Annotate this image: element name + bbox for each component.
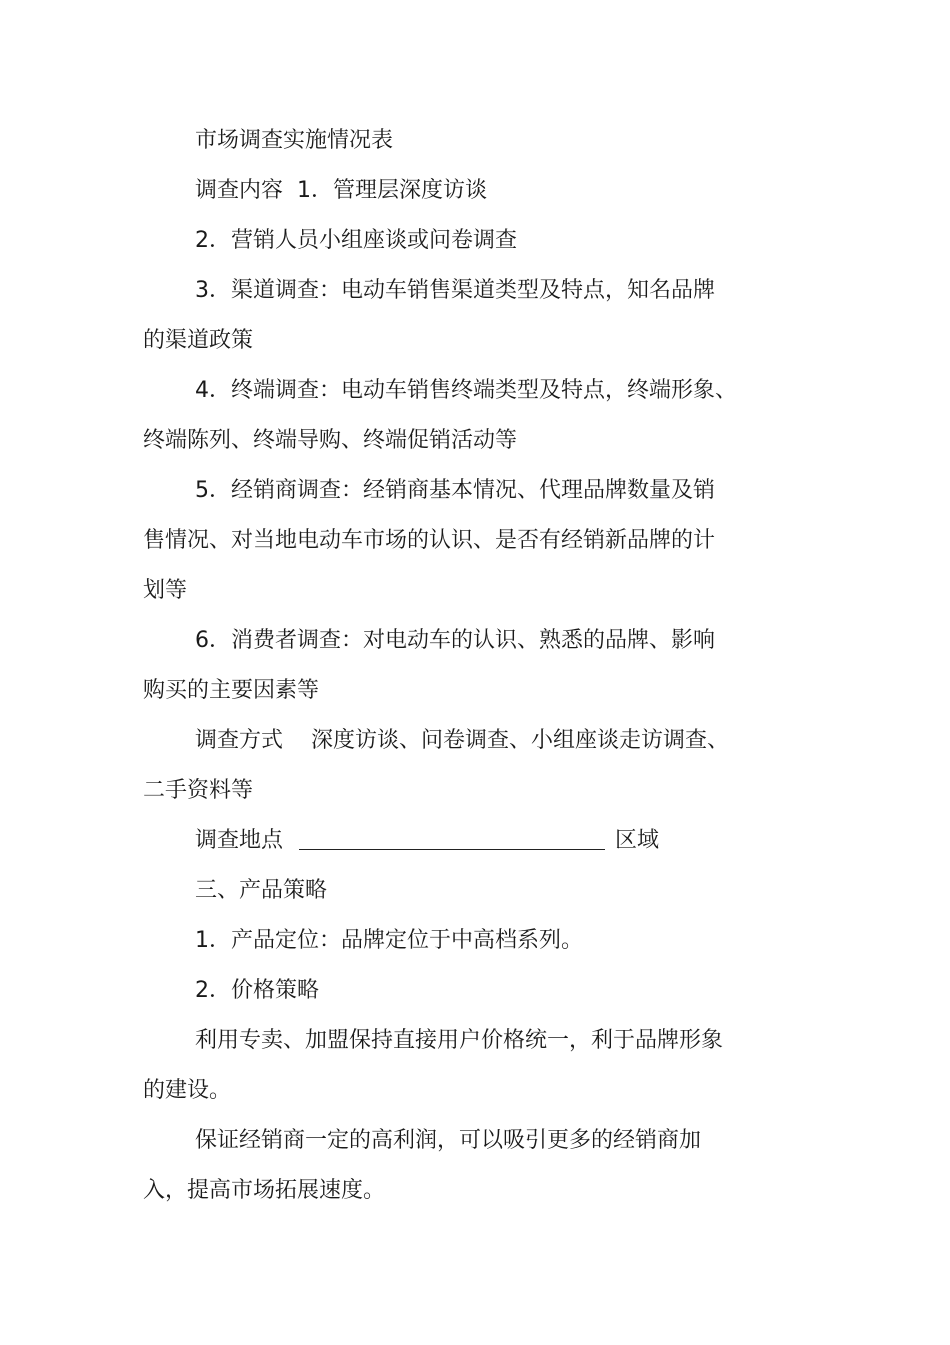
method-spacer <box>283 728 311 753</box>
content-item-3-cont <box>143 316 753 366</box>
price-paragraph-2 <box>143 1116 753 1166</box>
price-para1-line2: 的建设。 <box>143 1078 232 1103</box>
content-item-6-cont <box>143 666 753 716</box>
content-item-5-cont2 <box>143 566 753 616</box>
content-label: 调查内容 <box>195 178 284 203</box>
section-3-heading <box>143 866 753 916</box>
item6-line1: 6．消费者调查：对电动车的认识、熟悉的品牌、影响 <box>195 628 715 653</box>
item5-line1: 5．经销商调查：经销商基本情况、代理品牌数量及销 <box>195 478 715 503</box>
title-text: 市场调查实施情况表 <box>195 128 394 153</box>
content-item-5-cont <box>143 516 753 566</box>
price-paragraph-2-cont <box>143 1166 753 1216</box>
method-label: 调查方式 <box>195 728 284 753</box>
content-item-6 <box>143 616 753 666</box>
item4-line1: 4．终端调查：电动车销售终端类型及特点，终端形象、 <box>195 378 737 403</box>
method-line2: 二手资料等 <box>143 778 254 803</box>
item2-text: 2．营销人员小组座谈或问卷调查 <box>195 228 517 253</box>
price-paragraph-1 <box>143 1016 753 1066</box>
price-paragraph-1-cont <box>143 1066 753 1116</box>
location-blank-line <box>299 827 605 850</box>
content-item-4 <box>143 366 753 416</box>
p2-text: 2．价格策略 <box>195 978 319 1003</box>
price-strategy-heading <box>143 966 753 1016</box>
content-item-4-cont <box>143 416 753 466</box>
item6-line2: 购买的主要因素等 <box>143 678 320 703</box>
content-spacer <box>283 178 297 203</box>
survey-content-line <box>143 166 753 216</box>
item4-line2: 终端陈列、终端导购、终端促销活动等 <box>143 428 518 453</box>
item5-line2: 售情况、对当地电动车市场的认识、是否有经销新品牌的计 <box>143 528 716 553</box>
location-suffix: 区域 <box>615 828 660 853</box>
survey-method-cont <box>143 766 753 816</box>
location-label: 调查地点 <box>195 828 284 853</box>
survey-location-line <box>143 816 753 866</box>
section3-title: 三、产品策略 <box>195 878 328 903</box>
content-item-2 <box>143 216 753 266</box>
content-item-5 <box>143 466 753 516</box>
survey-method-line <box>143 716 753 766</box>
product-positioning <box>143 916 753 966</box>
price-para2-line1: 保证经销商一定的高利润，可以吸引更多的经销商加 <box>195 1128 702 1153</box>
method-text: 深度访谈、问卷调查、小组座谈走访调查、 <box>311 728 730 753</box>
price-para1-line1: 利用专卖、加盟保持直接用户价格统一，利于品牌形象 <box>195 1028 724 1053</box>
item5-line3: 划等 <box>143 578 188 603</box>
p1-text: 1．产品定位：品牌定位于中高档系列。 <box>195 928 583 953</box>
content-item-1: 1．管理层深度访谈 <box>297 178 488 203</box>
price-para2-line2: 入，提高市场拓展速度。 <box>143 1178 386 1203</box>
content-item-3 <box>143 266 753 316</box>
document-title <box>143 116 753 166</box>
item3-line2: 的渠道政策 <box>143 328 254 353</box>
item3-line1: 3．渠道调查：电动车销售渠道类型及特点，知名品牌 <box>195 278 715 303</box>
